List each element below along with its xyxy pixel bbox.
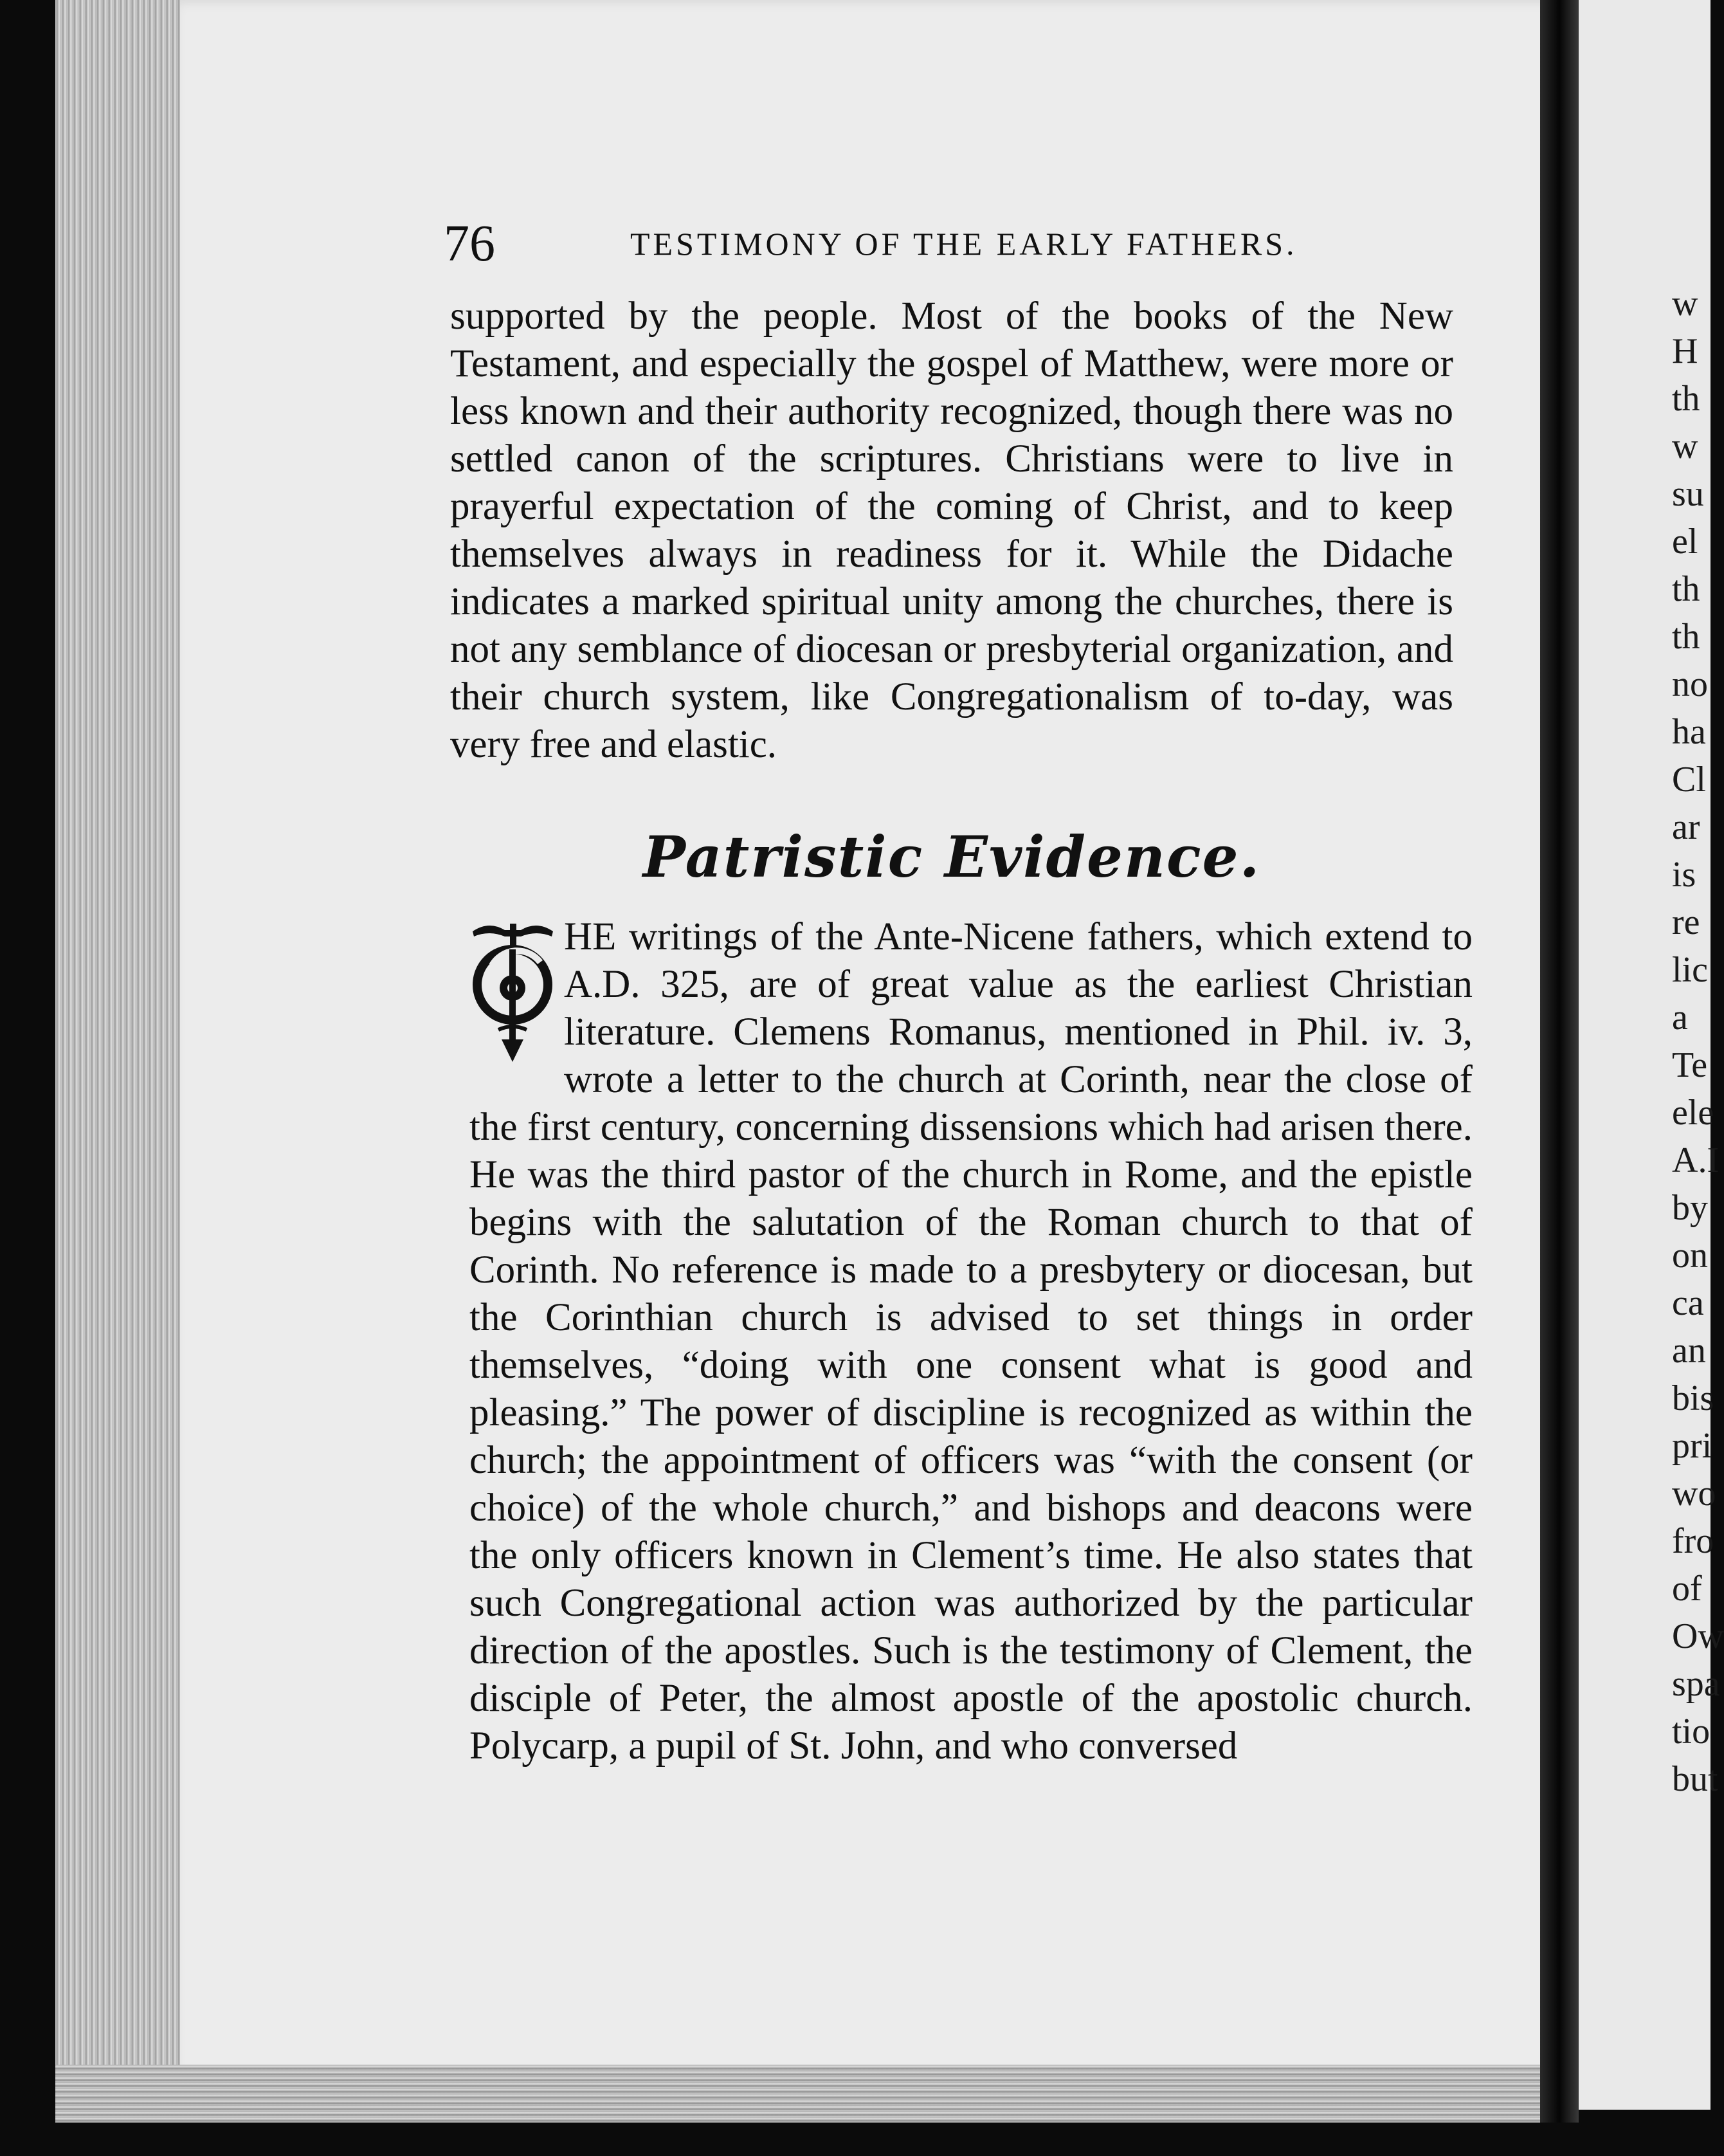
facing-page-line: is	[1672, 855, 1696, 895]
paragraph-1: supported by the people. Most of the books of the New Testament, and especially the gospel of Matthew, were more or less known and their authority recognized, though there was no settled canon of the scriptures. Christians were to live in prayerful expectation of the coming of Christ, and to keep themselves always in readiness for it. While the Didache indicates a marked spiritual unity among the churches, there is not any semblance of diocesan or presbyterial organization, and their church system, like Congregationalism of to-day, was very free and elastic.	[450, 295, 1453, 766]
facing-page-line: A.I	[1672, 1140, 1719, 1180]
paragraph-2	[469, 913, 1473, 1770]
facing-page-line: a	[1672, 998, 1688, 1037]
facing-page-line: su	[1672, 474, 1704, 514]
page-edges	[55, 0, 192, 2116]
facing-page-line: H	[1672, 331, 1698, 371]
book-gutter	[1540, 0, 1579, 2123]
facing-page-line: el	[1672, 522, 1698, 562]
facing-page-line: th	[1672, 569, 1700, 609]
facing-page-line: Ow	[1672, 1616, 1724, 1656]
facing-page-line: tio	[1672, 1712, 1710, 1751]
running-title: TESTIMONY OF THE EARLY FATHERS.	[630, 226, 1298, 262]
facing-page-line: pri	[1672, 1426, 1712, 1466]
facing-page-line: th	[1672, 379, 1700, 419]
facing-page-line: ha	[1672, 712, 1706, 752]
page-number: 76	[444, 215, 495, 272]
facing-page-line: ca	[1672, 1283, 1704, 1323]
facing-page-line: of	[1672, 1569, 1702, 1609]
facing-page-line: re	[1672, 902, 1700, 942]
facing-page-line: ele	[1672, 1093, 1714, 1133]
facing-page-line: lic	[1672, 950, 1708, 990]
facing-page-line: Te	[1672, 1045, 1708, 1085]
page-edges-bottom	[55, 2065, 1573, 2123]
facing-page-line: by	[1672, 1188, 1708, 1228]
section-heading: Patristic Evidence.	[642, 823, 1261, 890]
facing-page-line: on	[1672, 1236, 1708, 1275]
facing-page-line: but	[1672, 1759, 1718, 1799]
facing-page-line: w	[1672, 284, 1698, 324]
facing-page-line: ar	[1672, 807, 1700, 847]
facing-page-line: bis	[1672, 1378, 1714, 1418]
facing-page-line: w	[1672, 426, 1698, 466]
facing-page-line: fro	[1672, 1521, 1714, 1561]
facing-page-line: spa	[1672, 1664, 1720, 1704]
facing-page-line: an	[1672, 1331, 1706, 1371]
facing-page-line: wo	[1672, 1474, 1716, 1513]
facing-page-line: th	[1672, 617, 1700, 657]
paragraph-2-text: HE writings of the Ante-Nicene fathers, which extend to A.D. 325, are of great value as the earliest Christian literature. Clemens Romanus, mentioned in Phil. iv. 3, wrote a letter to the church at Corinth, near the close of the first century, concerning dissensions which had arisen there. He was the third pastor of the church in Rome, and the epistle begins with the salutation of the Roman church to that of Corinth. No reference is made to a presbytery or diocesan, but the Corinthian church is advised to set things in order themselves, “doing with one consent what is good and pleasing.” The power of discipline is recognized as within the church; the appointment of officers was “with the consent (or choice) of the whole church,” and bishops and deacons were the only officers known in Clement’s time. He also states that such Congregational action was authorized by the particular direction of the apostles. Such is the testimony of Clement, the disciple of Peter, the almost apostle of the apostolic church. Polycarp, a pupil of St. John, and who conversed	[469, 915, 1473, 1768]
facing-page-line: Cl	[1672, 760, 1706, 799]
facing-page-line: no	[1672, 664, 1708, 704]
drop-cap-t-icon	[469, 917, 556, 1065]
